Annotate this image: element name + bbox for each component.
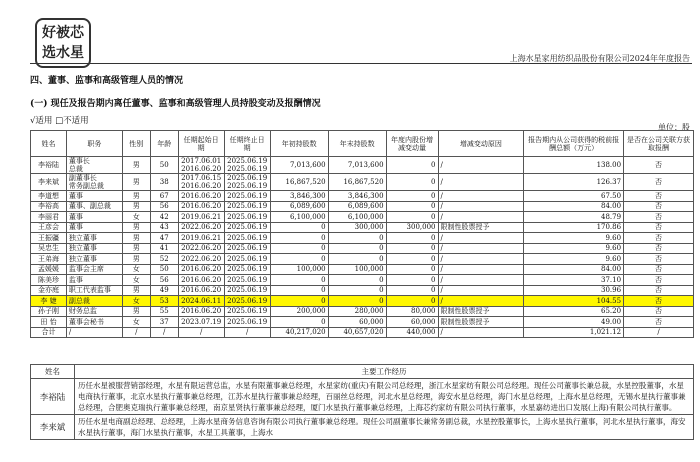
table-cell: 0 — [386, 275, 438, 286]
table-cell: 2025.06.19 — [224, 212, 270, 223]
table-cell: 男 — [122, 243, 150, 254]
table-cell: 0 — [386, 254, 438, 265]
column-header: 年度内股份增减变动量 — [386, 131, 438, 157]
table-cell: 170.86 — [524, 222, 624, 233]
table-cell: 孙子刚 — [31, 306, 67, 317]
table-cell: 李丽君 — [31, 212, 67, 223]
table-cell: 2019.06.21 — [178, 212, 224, 223]
table-cell: 2016.06.20 — [178, 275, 224, 286]
table-row — [31, 191, 694, 202]
table-cell: 0 — [270, 222, 328, 233]
table-cell: / — [624, 327, 694, 338]
table-row — [31, 317, 694, 328]
table-cell: 否 — [624, 317, 694, 328]
table-cell: 2025.06.19 — [224, 296, 270, 307]
table-cell: / — [438, 254, 524, 265]
table-row — [31, 306, 694, 317]
table-cell: 300,000 — [328, 222, 386, 233]
table-row — [31, 243, 694, 254]
table-cell: 200,000 — [270, 306, 328, 317]
table-cell: 财务总监 — [66, 306, 122, 317]
exp-header-name: 姓名 — [31, 365, 75, 379]
table-cell: 男 — [122, 285, 150, 296]
table-cell: 女 — [122, 296, 150, 307]
table-cell: 李裕高 — [31, 201, 67, 212]
table-cell: 0 — [386, 264, 438, 275]
table-cell: 0 — [270, 317, 328, 328]
table-cell: 限制性股票授予 — [438, 306, 524, 317]
table-cell: 2025.06.19 2025.06.19 — [224, 157, 270, 174]
table-cell: 否 — [624, 201, 694, 212]
table-row — [31, 296, 694, 307]
table-cell: 60,000 — [386, 317, 438, 328]
header-divider — [30, 63, 692, 64]
table-cell: 56 — [150, 201, 178, 212]
table-cell: 金亦庭 — [31, 285, 67, 296]
exp-text: 历任水星被服营销部经理，水星有限运营总监，水星有限董事兼总经理，水星家纺(重庆)有限公司总经理，浙江水星家纺有限公司总经理。现任公司董事长兼总裁，水星控股董事，水星电商执行董事，北京水星执行董事兼总经理，江苏水星执行董事兼总经理，百丽丝总经理，河北水星总经理，海安水星总经理，海门水星总经理，上海水星总经理，无锡水星执行董事兼总经理，合肥奥克瑞执行董事兼总经理，南京星贤执行董事兼总经理，厦门水星执行董事兼总经理，上海芯约家纺有限公司执行董事，水星嘉纺进出口发展(上海)有限公司执行董事。 — [75, 379, 694, 415]
table-cell: 0 — [386, 157, 438, 174]
table-cell: 52 — [150, 254, 178, 265]
table-cell: / — [66, 327, 122, 338]
table-cell: 30.96 — [524, 285, 624, 296]
subsection-heading: (一) 现任及报告期内离任董事、监事和高级管理人员持股变动及报酬情况 — [30, 99, 321, 109]
column-header: 年末持股数 — [328, 131, 386, 157]
table-cell: 0 — [386, 174, 438, 191]
table-cell: 300,000 — [386, 222, 438, 233]
table-cell: 0 — [386, 212, 438, 223]
table-cell: 42 — [150, 212, 178, 223]
table-cell: / — [438, 212, 524, 223]
table-cell: 2025.06.19 — [224, 306, 270, 317]
table-cell: 否 — [624, 174, 694, 191]
table-cell: / — [438, 243, 524, 254]
table-cell: / — [438, 285, 524, 296]
logo-line1: 好被芯 — [42, 25, 84, 41]
table-cell: 女 — [122, 275, 150, 286]
table-cell: 合计 — [31, 327, 67, 338]
table-cell: 100,000 — [270, 264, 328, 275]
table-cell: / — [178, 327, 224, 338]
exp-header-work: 主要工作经历 — [75, 365, 694, 379]
table-cell: 否 — [624, 254, 694, 265]
table-cell: 副总裁 — [66, 296, 122, 307]
table-cell: 2016.06.20 — [178, 264, 224, 275]
table-cell: / — [224, 327, 270, 338]
table-cell: 女 — [122, 264, 150, 275]
table-cell: 2025.06.19 — [224, 317, 270, 328]
table-cell: 49.00 — [524, 317, 624, 328]
table-cell: 48.79 — [524, 212, 624, 223]
table-cell: 9.60 — [524, 243, 624, 254]
experience-table — [30, 364, 694, 440]
table-cell: 138.00 — [524, 157, 624, 174]
table-cell: 否 — [624, 222, 694, 233]
table-cell: 王振疆 — [31, 233, 67, 244]
table-cell: 男 — [122, 174, 150, 191]
table-cell: 2022.06.20 — [178, 254, 224, 265]
table-cell: 男 — [122, 222, 150, 233]
unit-label: 单位：股 — [658, 123, 690, 132]
table-cell: 100,000 — [328, 264, 386, 275]
table-cell: / — [438, 174, 524, 191]
table-row — [31, 275, 694, 286]
table-cell: / — [438, 275, 524, 286]
table-cell: / — [122, 327, 150, 338]
table-cell: 2025.06.19 — [224, 285, 270, 296]
table-cell: 0 — [270, 243, 328, 254]
table-cell: / — [438, 191, 524, 202]
column-header: 姓名 — [31, 131, 67, 157]
table-cell: 王彦会 — [31, 222, 67, 233]
table-cell: 49 — [150, 285, 178, 296]
table-cell: 0 — [270, 254, 328, 265]
table-cell: 否 — [624, 157, 694, 174]
table-cell: 2025.06.19 — [224, 275, 270, 286]
table-header-row — [31, 131, 694, 157]
table-cell: / — [438, 201, 524, 212]
column-header: 职务 — [66, 131, 122, 157]
table-cell: 董事 — [66, 212, 122, 223]
table-cell: 2025.06.19 — [224, 243, 270, 254]
column-header: 是否在公司关联方获取报酬 — [624, 131, 694, 157]
table-cell: 126.37 — [524, 174, 624, 191]
column-header: 任期终止日期 — [224, 131, 270, 157]
table-cell: 2025.06.19 — [224, 191, 270, 202]
table-cell: 7,013,600 — [328, 157, 386, 174]
section-heading: 四、董事、监事和高级管理人员的情况 — [30, 76, 184, 86]
table-row — [31, 327, 694, 338]
table-cell: 40,217,020 — [270, 327, 328, 338]
table-cell: 9.60 — [524, 254, 624, 265]
column-header: 任期起始日期 — [178, 131, 224, 157]
table-cell: 李 婕 — [31, 296, 67, 307]
table-cell: 16,867,520 — [270, 174, 328, 191]
table-cell: 男 — [122, 254, 150, 265]
table-cell: 监事 — [66, 275, 122, 286]
table-cell: 0 — [386, 285, 438, 296]
table-cell: 0 — [270, 233, 328, 244]
table-cell: 56 — [150, 275, 178, 286]
table-cell: 0 — [328, 275, 386, 286]
report-title: 上海水星家用纺织品股份有限公司2024年年度报告 — [509, 54, 690, 63]
table-cell: 2022.06.20 — [178, 222, 224, 233]
table-cell: 2025.06.19 — [224, 264, 270, 275]
table-cell: 女 — [122, 212, 150, 223]
table-cell: 董事 — [66, 191, 122, 202]
table-cell: 50 — [150, 157, 178, 174]
table-cell: / — [438, 327, 524, 338]
table-cell: 王弟海 — [31, 254, 67, 265]
table-row — [31, 285, 694, 296]
table-cell: 李裕陆 — [31, 157, 67, 174]
table-cell: 男 — [122, 306, 150, 317]
table-row — [31, 264, 694, 275]
table-row — [31, 174, 694, 191]
table-cell: 女 — [122, 317, 150, 328]
table-cell: 陈美珍 — [31, 275, 67, 286]
table-cell: 0 — [386, 296, 438, 307]
table-cell: 0 — [328, 254, 386, 265]
table-cell: 否 — [624, 212, 694, 223]
table-cell: 董事、副总裁 — [66, 201, 122, 212]
table-cell: 男 — [122, 157, 150, 174]
table-cell: 55 — [150, 306, 178, 317]
table-cell: 0 — [328, 296, 386, 307]
table-cell: 否 — [624, 191, 694, 202]
table-cell: 否 — [624, 296, 694, 307]
table-row — [31, 222, 694, 233]
table-cell: 独立董事 — [66, 233, 122, 244]
table-cell: 否 — [624, 233, 694, 244]
table-cell: 67.50 — [524, 191, 624, 202]
table-cell: 职工代表监事 — [66, 285, 122, 296]
table-cell: 50 — [150, 264, 178, 275]
table-cell: 0 — [386, 191, 438, 202]
table-cell: 2023.07.19 — [178, 317, 224, 328]
table-cell: 37.10 — [524, 275, 624, 286]
table-cell: 副董事长 常务副总裁 — [66, 174, 122, 191]
table-cell: 6,100,000 — [328, 212, 386, 223]
table-cell: 6,089,600 — [328, 201, 386, 212]
table-cell: 84.00 — [524, 264, 624, 275]
exp-name: 李来斌 — [31, 415, 75, 440]
table-cell: 65.20 — [524, 306, 624, 317]
table-cell: 1,021.12 — [524, 327, 624, 338]
table-cell: 2019.06.21 — [178, 233, 224, 244]
table-cell: 9.60 — [524, 233, 624, 244]
table-cell: 男 — [122, 201, 150, 212]
table-cell: 男 — [122, 233, 150, 244]
table-cell: 67 — [150, 191, 178, 202]
table-row — [31, 201, 694, 212]
table-cell: 否 — [624, 243, 694, 254]
table-cell: 2016.06.20 — [178, 201, 224, 212]
applicable-checkbox-text: √适用 □不适用 — [30, 116, 89, 126]
table-cell: 0 — [270, 285, 328, 296]
table-cell: 38 — [150, 174, 178, 191]
exp-text: 历任水星电商副总经理、总经理，上海水星商务信息咨询有限公司执行董事兼总经理。现任公司副董事长兼常务副总裁，水星控股董事长，上海水星执行董事，河北水星执行董事，海安水星执行董事，海门水星执行董事，水星工具董事，上海水 — [75, 415, 694, 440]
table-cell: 2016.06.20 — [178, 191, 224, 202]
table-cell: 否 — [624, 306, 694, 317]
table-cell: 2016.06.20 — [178, 306, 224, 317]
table-cell: 董事会秘书 — [66, 317, 122, 328]
table-cell: 李来斌 — [31, 174, 67, 191]
table-cell: 2024.06.11 — [178, 296, 224, 307]
table-row — [31, 157, 694, 174]
table-cell: 否 — [624, 264, 694, 275]
table-cell: / — [438, 233, 524, 244]
logo-line2: 选水星 — [42, 45, 84, 61]
table-cell: 84.00 — [524, 201, 624, 212]
table-cell: 6,089,600 — [270, 201, 328, 212]
table-cell: / — [438, 264, 524, 275]
table-cell: 2025.06.19 — [224, 254, 270, 265]
table-cell: / — [438, 157, 524, 174]
table-cell: / — [150, 327, 178, 338]
table-cell: 2016.06.20 — [178, 285, 224, 296]
exp-name: 李裕陆 — [31, 379, 75, 415]
table-cell: 独立董事 — [66, 243, 122, 254]
table-cell: 47 — [150, 233, 178, 244]
table-cell: 监事会主席 — [66, 264, 122, 275]
company-logo — [35, 18, 91, 68]
column-header: 年龄 — [150, 131, 178, 157]
table-cell: 否 — [624, 275, 694, 286]
table-cell: 田 怡 — [31, 317, 67, 328]
table-cell: 7,013,600 — [270, 157, 328, 174]
table-cell: 0 — [386, 233, 438, 244]
table-cell: 6,100,000 — [270, 212, 328, 223]
table-cell: 董事长 总裁 — [66, 157, 122, 174]
table-cell: 2025.06.19 2025.06.19 — [224, 174, 270, 191]
table-cell: 2022.06.20 — [178, 243, 224, 254]
table-cell: 2017.06.01 2016.06.20 — [178, 157, 224, 174]
table-cell: 41 — [150, 243, 178, 254]
table-cell: 40,657,020 — [328, 327, 386, 338]
table-cell: 104.55 — [524, 296, 624, 307]
table-cell: 吴忠生 — [31, 243, 67, 254]
table-cell: 2025.06.19 — [224, 233, 270, 244]
table-row — [31, 212, 694, 223]
table-cell: 李道想 — [31, 191, 67, 202]
table-cell: 独立董事 — [66, 254, 122, 265]
table-cell: 2025.06.19 — [224, 222, 270, 233]
table-cell: 16,867,520 — [328, 174, 386, 191]
table-cell: 孟媛媛 — [31, 264, 67, 275]
table-cell: 43 — [150, 222, 178, 233]
table-cell: 董事 — [66, 222, 122, 233]
table-cell: 2017.06.15 2016.06.20 — [178, 174, 224, 191]
table-cell: 0 — [386, 201, 438, 212]
table-cell: 0 — [328, 285, 386, 296]
column-header: 年初持股数 — [270, 131, 328, 157]
table-cell: 0 — [270, 296, 328, 307]
table-cell: 80,000 — [386, 306, 438, 317]
table-cell: 0 — [328, 243, 386, 254]
table-row — [31, 233, 694, 244]
table-cell: 60,000 — [328, 317, 386, 328]
table-cell: / — [438, 296, 524, 307]
table-row — [31, 254, 694, 265]
table-cell: 37 — [150, 317, 178, 328]
table-cell: 3,846,300 — [328, 191, 386, 202]
table-cell: 0 — [270, 275, 328, 286]
table-cell: 0 — [328, 233, 386, 244]
table-cell: 限制性股票授予 — [438, 317, 524, 328]
column-header: 性别 — [122, 131, 150, 157]
table-cell: 2025.06.19 — [224, 201, 270, 212]
shareholding-table — [30, 130, 694, 338]
table-cell: 否 — [624, 285, 694, 296]
table-cell: 280,000 — [328, 306, 386, 317]
table-cell: 440,000 — [386, 327, 438, 338]
table-cell: 0 — [386, 243, 438, 254]
table-cell: 男 — [122, 191, 150, 202]
table-cell: 3,846,300 — [270, 191, 328, 202]
table-cell: 限制性股票授予 — [438, 222, 524, 233]
table-cell: 53 — [150, 296, 178, 307]
column-header: 增减变动原因 — [438, 131, 524, 157]
column-header: 报告期内从公司获得的税前报酬总额（万元） — [524, 131, 624, 157]
